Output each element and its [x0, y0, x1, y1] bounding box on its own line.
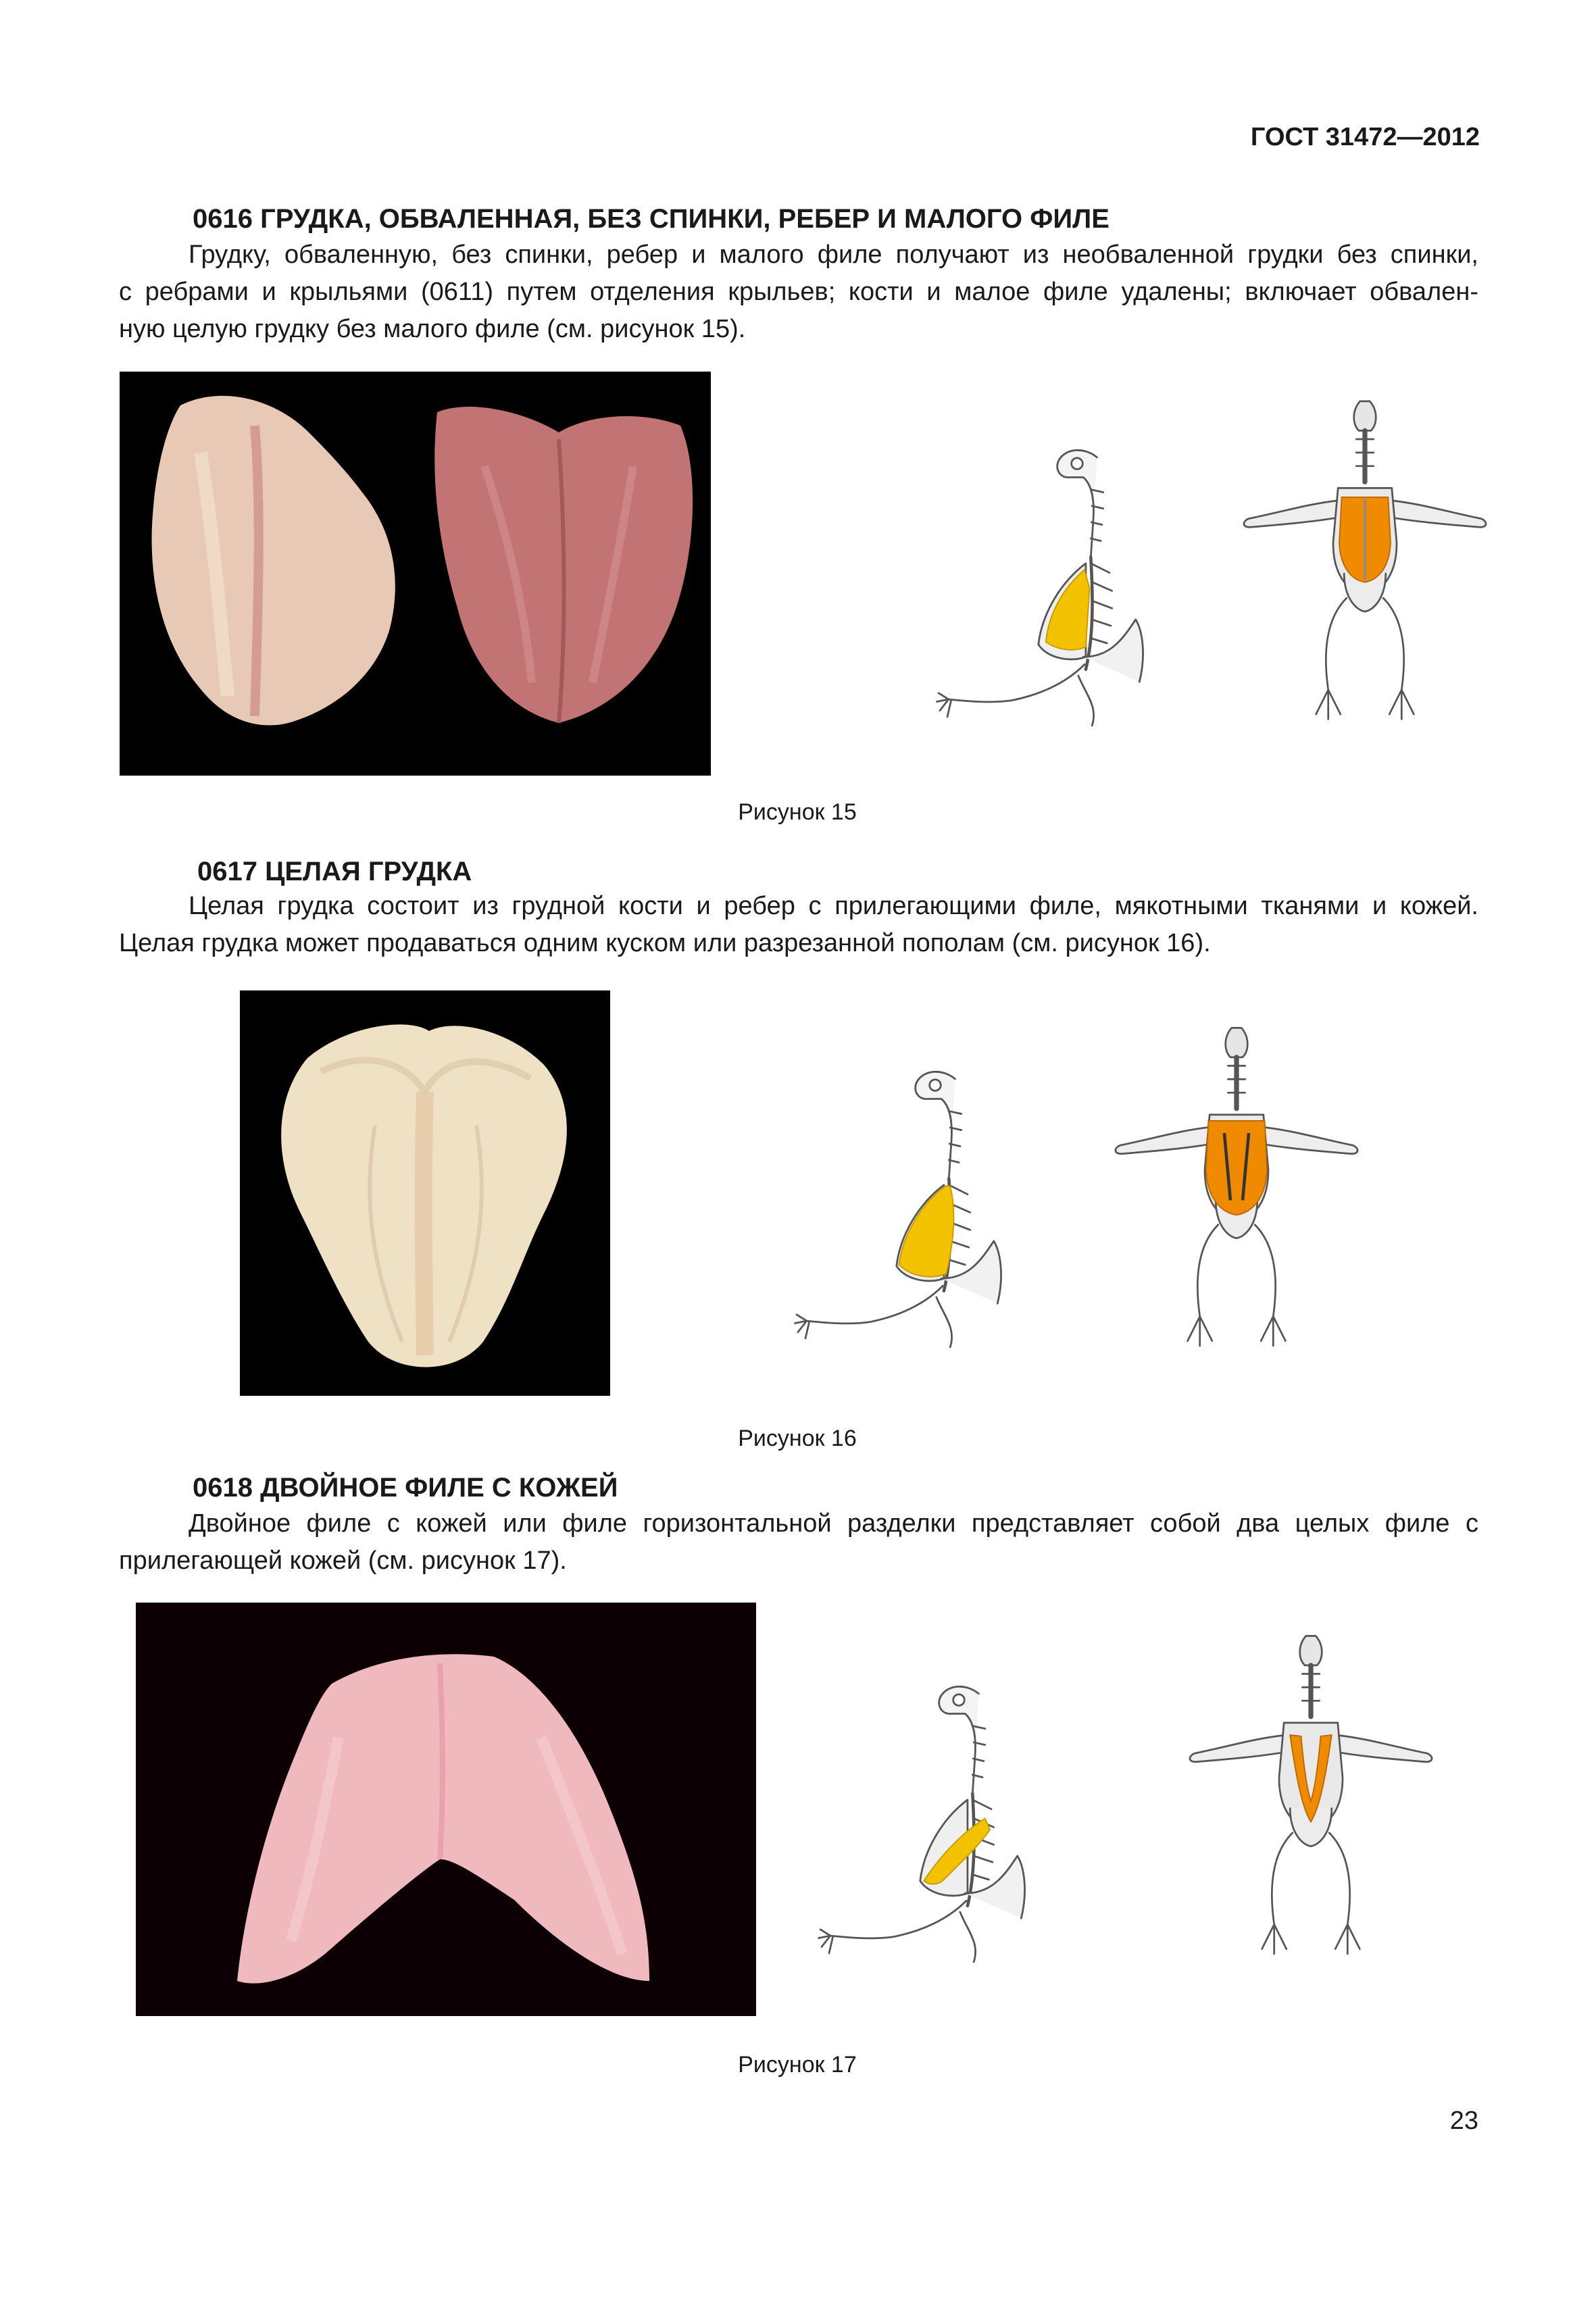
photo-double-fillet — [136, 1603, 756, 2016]
skeleton-side-diagram-17 — [814, 1669, 1071, 1993]
photo-whole-breast — [240, 990, 610, 1396]
section-0617-heading: 0617 ЦЕЛАЯ ГРУДКА — [197, 857, 472, 886]
skeleton-side-diagram-15 — [932, 432, 1189, 757]
text-line: Двойное филе с кожей или филе горизонтальной разделки представляет собой два целых филе с — [189, 1509, 1478, 1538]
skeleton-side-diagram-16 — [791, 1054, 1047, 1378]
skeleton-front-diagram-16 — [1108, 1010, 1365, 1378]
figure-15-caption: Рисунок 15 — [738, 799, 857, 825]
text-line: Целая грудка состоит из грудной кости и ребер с прилегающими филе, мякотными тканями и кожей. — [189, 892, 1478, 920]
photo-boneless-breast — [120, 372, 711, 776]
section-0618-text — [119, 1505, 1478, 1580]
figure-16-caption: Рисунок 16 — [738, 1426, 857, 1451]
section-0617-text — [119, 888, 1478, 962]
text-line: Грудку, обваленную, без спинки, ребер и малого филе получают из необваленной грудки без спинки, — [189, 241, 1478, 269]
text-line: Целая грудка может продаваться одним куском или разрезанной пополам (см. рисунок 16). — [119, 929, 1211, 957]
skeleton-front-diagram-17 — [1182, 1618, 1439, 1986]
section-0616-text — [119, 236, 1478, 348]
text-line: с ребрами и крыльями (0611) путем отделения крыльев; кости и малое филе удалены; включает обвален- — [119, 278, 1478, 306]
standard-designation: ГОСТ 31472—2012 — [1250, 123, 1480, 151]
section-0618-heading: 0618 ДВОЙНОЕ ФИЛЕ С КОЖЕЙ — [193, 1473, 618, 1503]
text-line: прилегающей кожей (см. рисунок 17). — [119, 1546, 567, 1575]
page-number: 23 — [1449, 2107, 1478, 2135]
section-0616-heading: 0616 ГРУДКА, ОБВАЛЕННАЯ, БЕЗ СПИНКИ, РЕБЕР И МАЛОГО ФИЛЕ — [193, 204, 1109, 234]
figure-17-caption: Рисунок 17 — [738, 2052, 857, 2078]
skeleton-front-diagram-15 — [1237, 385, 1493, 750]
text-line: ную целую грудку без малого филе (см. рисунок 15). — [119, 315, 746, 343]
